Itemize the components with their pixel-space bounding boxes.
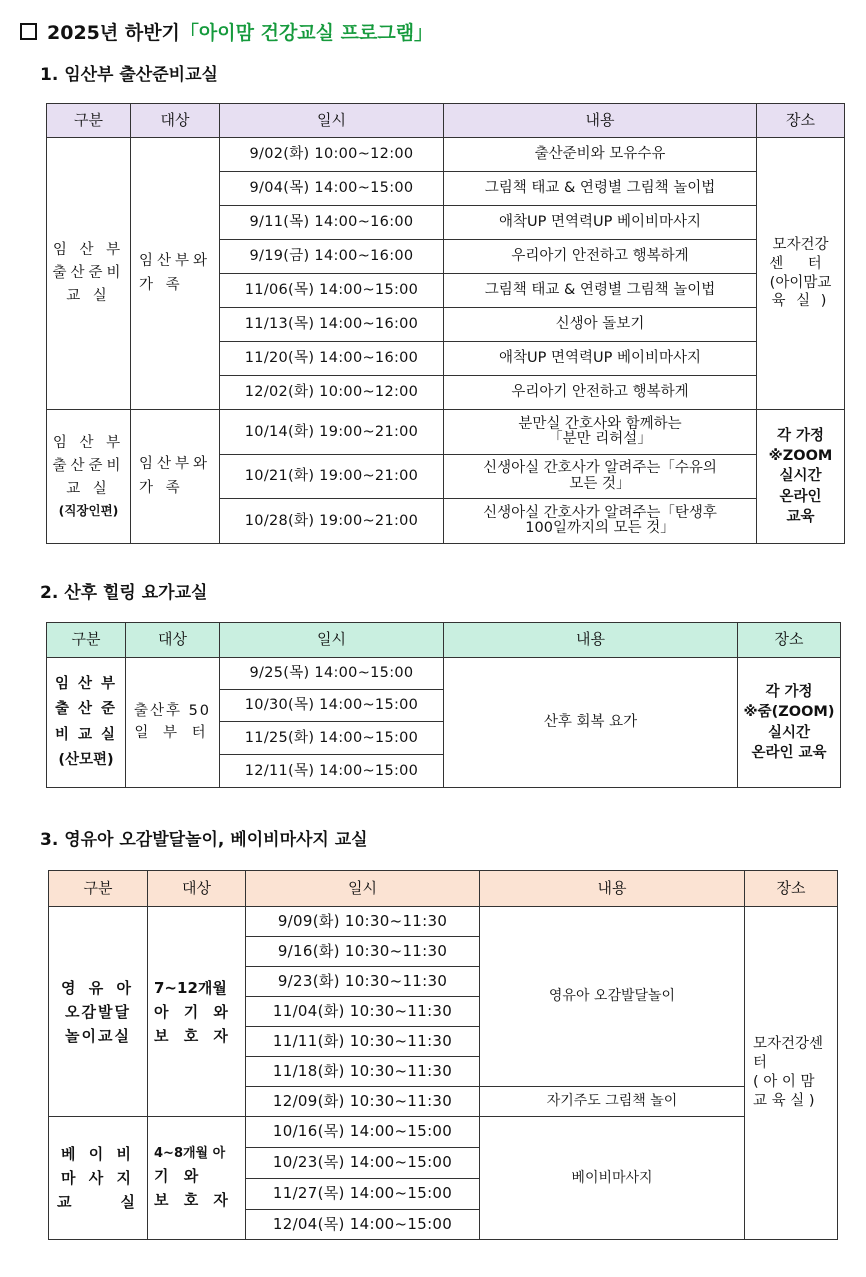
category-line: (산모편) [58,751,114,768]
category-line: 출산준비 [52,264,125,281]
header-target: 대상 [131,104,220,138]
content-cell: 애착UP 면역력UP 베이비마사지 [444,206,757,240]
target-line: 가 족 [139,479,184,496]
category-cell [49,1117,148,1240]
place-line: ( 아 이 맘 [753,1074,815,1090]
place-line: 각 가정 [776,427,825,444]
content-cell: 우리아기 안전하고 행복하게 [444,376,757,410]
header-target: 대상 [126,623,220,658]
category-cell [47,658,126,788]
place-line: 실시간 [767,724,811,741]
content-cell: 자기주도 그림책 놀이 [480,1087,745,1117]
category-line: 마 사 지 [61,1169,135,1187]
place-line: 교육 [786,508,815,525]
category-line: 교 실 [66,481,111,498]
section1-heading: 1. 임산부 출산준비교실 [40,65,218,85]
content-cell: 베이비마사지 [480,1117,745,1240]
date-cell: 11/11(화) 10:30~11:30 [246,1027,480,1057]
target-line: 일 부 터 [134,724,211,741]
section3-table [48,870,838,1240]
date-cell: 11/13(목) 14:00~16:00 [220,308,444,342]
target-line: 출산후 50 [133,702,212,719]
table-row [49,907,838,937]
place-line: 터 [753,1055,768,1072]
category-line: 출산준비 [52,457,125,474]
target-cell [131,410,220,544]
target-cell [131,138,220,410]
category-line: 베 이 비 [61,1145,135,1163]
category-cell [47,138,131,410]
place-line: 모자건강센 [753,1036,824,1053]
table-row [47,658,841,690]
date-cell: 11/27(목) 14:00~15:00 [246,1179,480,1210]
content-line: 「분만 리허설」 [548,431,652,447]
section2-table [46,622,841,788]
target-line: 기 와 [154,1167,204,1186]
date-cell: 9/19(금) 14:00~16:00 [220,240,444,274]
place-line: 온라인 교육 [751,744,827,761]
header-place: 장소 [757,104,845,138]
category-line: 임 산 부 [54,675,118,692]
content-cell [444,499,757,544]
page-title [20,18,433,45]
title-prefix: 2025년 하반기 [47,22,180,44]
date-cell: 10/30(목) 14:00~15:00 [220,690,444,722]
content-cell: 우리아기 안전하고 행복하게 [444,240,757,274]
date-cell: 9/09(화) 10:30~11:30 [246,907,480,937]
table-row [47,410,845,455]
date-cell: 12/04(목) 14:00~15:00 [246,1210,480,1240]
date-cell: 11/18(화) 10:30~11:30 [246,1057,480,1087]
date-cell: 9/11(목) 14:00~16:00 [220,206,444,240]
header-target: 대상 [148,871,246,907]
date-cell: 10/16(목) 14:00~15:00 [246,1117,480,1148]
target-line: 임산부와 [139,253,212,270]
content-cell [444,410,757,455]
category-line: 비 교 실 [54,726,118,743]
content-line: 100일까지의 모든 것」 [525,520,675,536]
target-cell [148,907,246,1117]
content-cell: 그림책 태교 & 연령별 그림책 놀이법 [444,274,757,308]
place-line: 온라인 [779,488,822,505]
date-cell: 10/28(화) 19:00~21:00 [220,499,444,544]
category-line: 오감발달 [65,1002,131,1021]
target-line: 임산부와 [139,456,212,473]
header-category: 구분 [47,104,131,138]
date-cell: 11/25(화) 14:00~15:00 [220,722,444,755]
header-place: 장소 [738,623,841,658]
target-line: 가 족 [139,276,184,293]
content-cell: 산후 회복 요가 [444,658,738,788]
category-line: (직장인편) [58,503,119,519]
place-line: 센 터 [769,255,832,272]
category-cell [47,410,131,544]
date-cell: 9/16(화) 10:30~11:30 [246,937,480,967]
section2-heading: 2. 산후 힐링 요가교실 [40,583,208,603]
category-line: 출 산 준 [54,701,118,718]
category-line: 임 산 부 [52,434,125,451]
header-content: 내용 [480,871,745,907]
date-cell: 12/09(화) 10:30~11:30 [246,1087,480,1117]
header-content: 내용 [444,623,738,658]
table-row [49,1117,838,1148]
header-category: 구분 [47,623,126,658]
content-line: 분만실 간호사와 함께하는 [518,415,682,432]
date-cell: 9/23(화) 10:30~11:30 [246,967,480,997]
content-line: 모든 것」 [569,475,631,492]
category-line: 영 유 아 [61,978,135,997]
table-row [47,138,845,172]
place-line: (아이맘교 [769,274,832,291]
date-cell: 12/02(화) 10:00~12:00 [220,376,444,410]
place-cell [738,658,841,788]
content-cell: 신생아 돌보기 [444,308,757,342]
content-line: 신생아실 간호사가 알려주는「수유의 [483,460,717,477]
place-line: 육 실 ) [771,293,830,310]
date-cell: 12/11(목) 14:00~15:00 [220,755,444,788]
header-datetime: 일시 [220,104,444,138]
date-cell: 11/04(화) 10:30~11:30 [246,997,480,1027]
date-cell: 11/20(목) 14:00~16:00 [220,342,444,376]
target-line: 보 호 자 [154,1191,233,1210]
date-cell: 10/14(화) 19:00~21:00 [220,410,444,455]
section3-heading: 3. 영유아 오감발달놀이, 베이비마사지 교실 [40,830,368,850]
header-place: 장소 [745,871,838,907]
content-cell: 애착UP 면역력UP 베이비마사지 [444,342,757,376]
place-line: 각 가정 [765,683,813,700]
place-cell [757,138,845,410]
title-highlight: 「아이맘 건강교실 프로그램」 [179,22,434,44]
header-content: 내용 [444,104,757,138]
content-cell [444,455,757,499]
checkbox-square-icon [20,23,37,40]
date-cell: 10/23(목) 14:00~15:00 [246,1148,480,1179]
place-line: ※줌(ZOOM) [743,704,835,721]
header-category: 구분 [49,871,148,907]
place-line: ※ZOOM [768,448,833,465]
target-cell [148,1117,246,1240]
target-line: 아 기 와 [154,1002,233,1021]
category-line: 임 산 부 [52,241,125,258]
target-line: 4~8개월 아 [154,1145,226,1161]
target-line: 7~12개월 [154,978,227,997]
date-cell: 11/06(목) 14:00~15:00 [220,274,444,308]
header-datetime: 일시 [246,871,480,907]
category-line: 교 실 [66,288,111,305]
place-cell [745,907,838,1240]
section1-table [46,103,845,544]
place-line: 교 육 실 ) [753,1092,815,1109]
category-line: 놀이교실 [65,1026,131,1045]
place-cell [757,410,845,544]
place-line: 실시간 [779,468,822,485]
place-line: 모자건강 [772,236,829,253]
category-line: 교 실 [57,1193,139,1211]
content-cell: 출산준비와 모유수유 [444,138,757,172]
date-cell: 10/21(화) 19:00~21:00 [220,455,444,499]
content-cell: 영유아 오감발달놀이 [480,907,745,1087]
content-cell: 그림책 태교 & 연령별 그림책 놀이법 [444,172,757,206]
target-line: 보 호 자 [154,1026,233,1045]
category-cell [49,907,148,1117]
date-cell: 9/04(목) 14:00~15:00 [220,172,444,206]
date-cell: 9/25(목) 14:00~15:00 [220,658,444,690]
content-line: 신생아실 간호사가 알려주는「탄생후 [483,504,717,521]
date-cell: 9/02(화) 10:00~12:00 [220,138,444,172]
target-cell [126,658,220,788]
header-datetime: 일시 [220,623,444,658]
